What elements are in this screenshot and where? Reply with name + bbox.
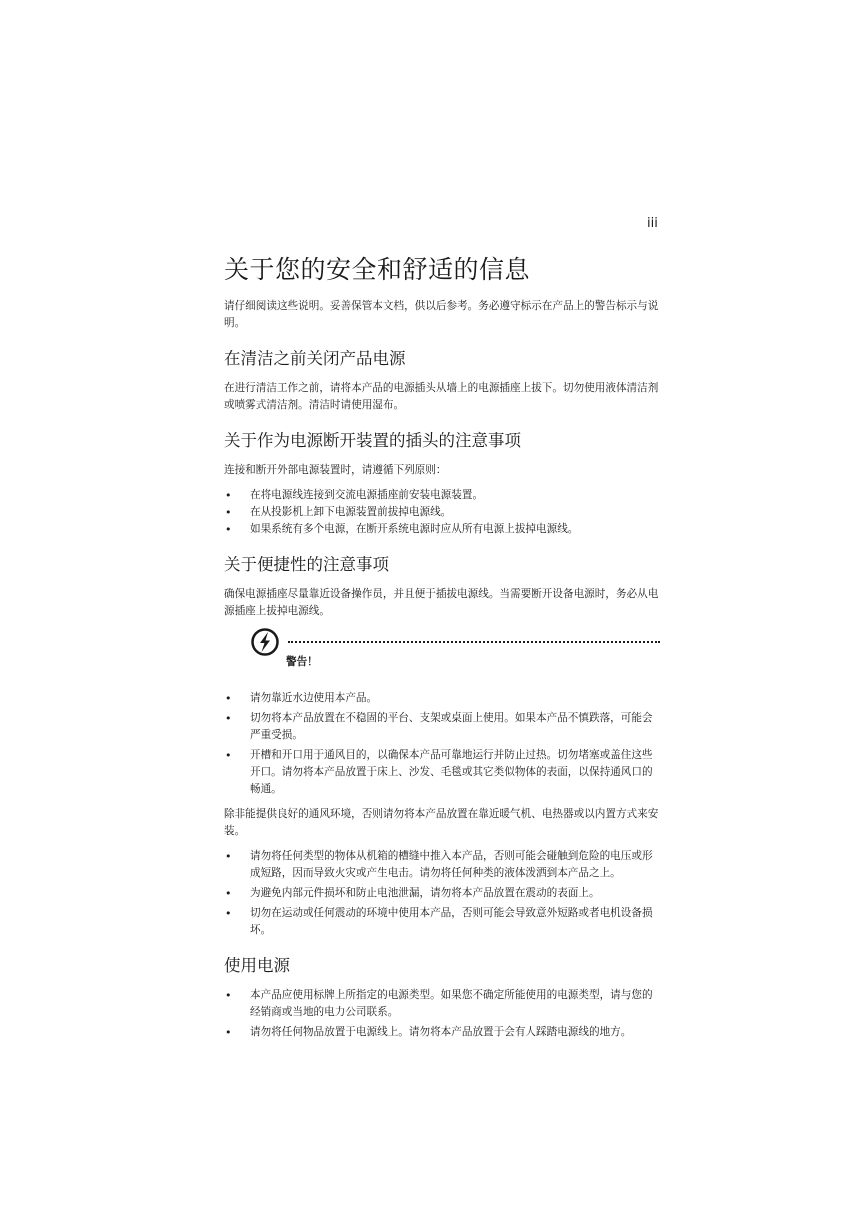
- warning-bullet-list-a: [224, 690, 660, 798]
- section-heading-accessibility: 关于便捷性的注意事项: [224, 555, 389, 574]
- list-item: [224, 487, 660, 504]
- list-item-text: 请勿将任何类型的物体从机箱的槽缝中推入本产品，否则可能会碰触到危险的电压或形成短路，因而导致火灾或产生电击。请勿将任何种类的液体泼洒到本产品之上。: [250, 850, 653, 879]
- warning-label: 警告！: [286, 656, 318, 668]
- warning-bullet-list-b: [224, 848, 660, 939]
- bullet-icon: •: [225, 712, 232, 725]
- intro-paragraph: 请仔细阅读这些说明。妥善保管本文档，供以后参考。务必遵守标示在产品上的警告标示与说明。: [224, 300, 659, 329]
- bullet-icon: •: [225, 749, 232, 762]
- list-item: [224, 1024, 660, 1041]
- accessibility-paragraph: 确保电源插座尽量靠近设备操作员，并且便于插拔电源线。当需要断开设备电源时，务必从电源插座上拔掉电源线。: [224, 588, 659, 617]
- section-heading-power: 使用电源: [224, 956, 290, 975]
- list-item-text: 请勿靠近水边使用本产品。: [250, 692, 378, 704]
- list-item: [224, 987, 660, 1021]
- document-body: [224, 252, 660, 1049]
- section-heading-cleaning: 在清洁之前关闭产品电源: [224, 349, 406, 368]
- list-item-text: 本产品应使用标牌上所指定的电源类型。如果您不确定所能使用的电源类型，请与您的经销商或当地的电力公司联系。: [250, 989, 653, 1018]
- list-item-text: 开槽和开口用于通风目的，以确保本产品可靠地运行并防止过热。切勿堵塞或盖住这些开口。请勿将本产品放置于床上、沙发、毛毯或其它类似物体的表面，以保持通风口的畅通。: [250, 749, 653, 795]
- lightning-warning-icon: [251, 628, 279, 656]
- list-item-text: 切勿在运动或任何震动的环境中使用本产品，否则可能会导致意外短路或者电机设备损坏。: [250, 907, 653, 936]
- bullet-icon: •: [225, 989, 232, 1002]
- list-item: [224, 521, 660, 538]
- list-item: [224, 710, 660, 744]
- list-item-text: 请勿将任何物品放置于电源线上。请勿将本产品放置于会有人踩踏电源线的地方。: [250, 1026, 632, 1038]
- bullet-icon: •: [225, 1026, 232, 1039]
- bullet-icon: •: [225, 506, 232, 519]
- list-item-text: 在将电源线连接到交流电源插座前安装电源装置。: [250, 489, 484, 501]
- list-item-text: 在从投影机上卸下电源装置前拔掉电源线。: [250, 506, 452, 518]
- cleaning-paragraph: 在进行清洁工作之前，请将本产品的电源插头从墙上的电源插座上拔下。切勿使用液体清洁剂或喷雾式清洁剂。清洁时请使用湿布。: [224, 382, 659, 411]
- list-item: [224, 747, 660, 798]
- page-number: iii: [647, 216, 658, 231]
- list-item: [224, 885, 660, 902]
- bullet-icon: •: [225, 692, 232, 705]
- section-heading-plug: 关于作为电源断开装置的插头的注意事项: [224, 431, 521, 450]
- bullet-icon: •: [225, 907, 232, 920]
- list-item: [224, 690, 660, 707]
- power-bullet-list: [224, 987, 660, 1041]
- list-item: [224, 504, 660, 521]
- list-item-text: 切勿将本产品放置在不稳固的平台、支架或桌面上使用。如果本产品不慎跌落，可能会严重受损。: [250, 712, 653, 741]
- page-title: 关于您的安全和舒适的信息: [224, 255, 531, 284]
- ventilation-paragraph: 除非能提供良好的通风环境，否则请勿将本产品放置在靠近暖气机、电热器或以内置方式来安装。: [224, 808, 659, 837]
- bullet-icon: •: [225, 523, 232, 536]
- bullet-icon: •: [225, 850, 232, 863]
- list-item: [224, 848, 660, 882]
- bullet-icon: •: [225, 887, 232, 900]
- plug-intro-paragraph: 连接和断开外部电源装置时，请遵循下列原则：: [224, 464, 447, 476]
- warning-divider: [288, 641, 660, 643]
- list-item: [224, 905, 660, 939]
- list-item-text: 如果系统有多个电源，在断开系统电源时应从所有电源上拔掉电源线。: [250, 523, 579, 535]
- plug-bullet-list: [224, 487, 660, 538]
- bullet-icon: •: [225, 489, 232, 502]
- warning-callout: [224, 628, 660, 678]
- list-item-text: 为避免内部元件损坏和防止电池泄漏，请勿将本产品放置在震动的表面上。: [250, 887, 600, 899]
